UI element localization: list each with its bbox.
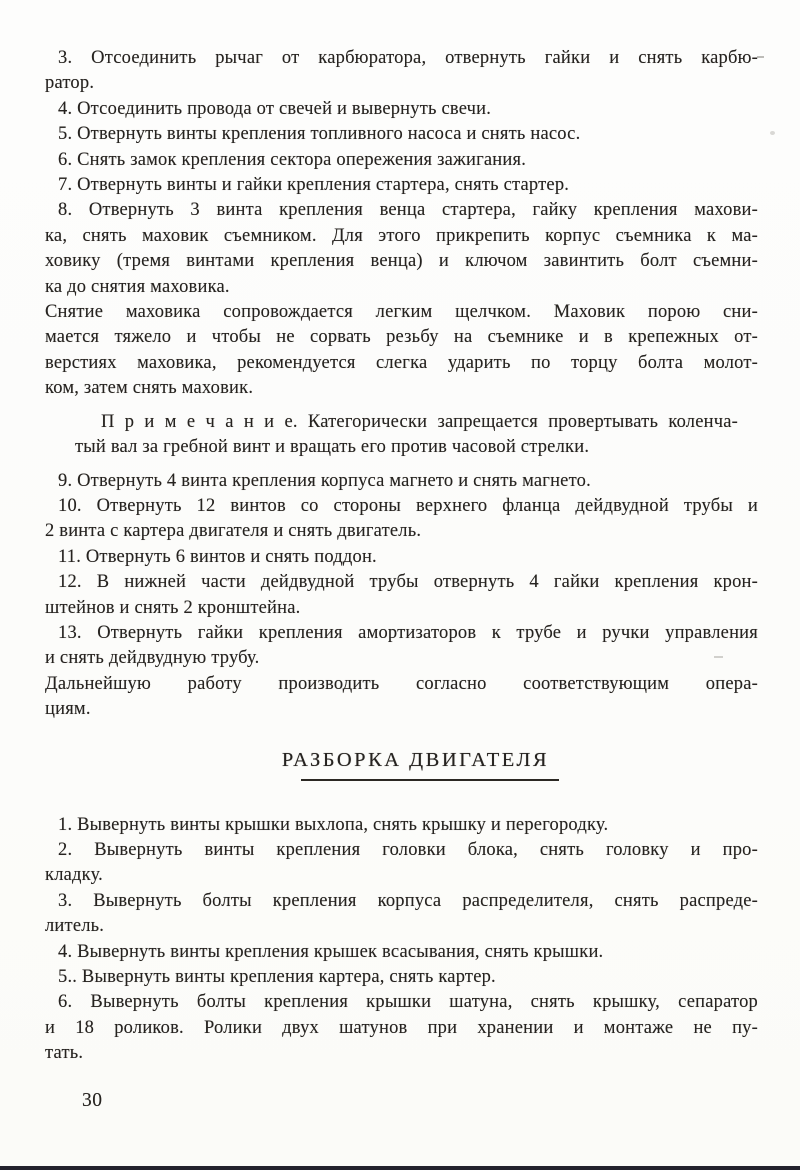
page-number: 30 [82,1090,103,1111]
paragraph-flywheel-removal: Снятие маховика сопровождается легким щелчком. Маховик порою сни- мается тяжело и чтобы не сорвать резьбу на съемнике и в крепежных от- верстиях маховика, рекомендуется слегка ударить по торцу болта молот- ком, затем снять маховик. [45,302,758,399]
engine-step-5-crankcase: 5.. Вывернуть винты крепления картера, снять картер. [58,967,496,987]
scan-speck [770,131,775,135]
engine-step-3-distributor: 3. Вывернуть болты крепления корпуса распределителя, снять распреде- литель. [45,890,758,937]
step-8-flywheel-puller: 8. Отвернуть 3 винта крепления венца стартера, гайку крепления махови- ка, снять маховик съемником. Для этого прикрепить корпус съемника к ма- ховику (тремя винтами крепления венца) и ключом завинтить болт съемни- ка до снятия маховика. [45,200,758,297]
step-9-magneto: 9. Отвернуть 4 винта крепления корпуса магнето и снять магнето. [58,470,591,491]
step-5-fuel-pump: 5. Отвернуть винты крепления топливного насоса и снять насос. [58,124,581,145]
note-block: П р и м е ч а н и е. Категорически запрещается провертывать коленча- тый вал за гребной винт и вращать его против часовой стрелки. [75,411,738,458]
step-6-ignition-sector-lock: 6. Снять замок крепления сектора опережения зажигания. [58,149,527,170]
engine-step-4-intake-covers: 4. Вывернуть винты крепления крышек всасывания, снять крышки. [58,941,604,962]
scan-speck [757,56,764,58]
section-heading-block [45,749,758,781]
engine-step-6-rod-cap-rollers: 6. Вывернуть болты крепления крышки шатуна, снять крышку, сепаратор и 18 роликов. Ролики двух шатунов при хранении и монтаже не пу- тать. [45,992,758,1064]
paragraph-further-work: Дальнейшую работу производить согласно соответствующим опера- циям. [45,673,758,720]
engine-step-2-block-head: 2. Вывернуть винты крепления головки блока, снять головку и про- кладку. [45,839,758,886]
heading-underline [301,779,559,781]
engine-step-1-exhaust-cover: 1. Вывернуть винты крышки выхлопа, снять крышку и перегородку. [58,814,609,835]
step-13-shock-absorbers: 13. Отвернуть гайки крепления амортизаторов к трубе и ручки управления и снять дейдвудную трубу. [45,622,758,669]
scan-bottom-edge [0,1166,800,1170]
step-4-spark-plugs: 4. Отсоединить провода от свечей и вывернуть свечи. [58,98,492,119]
text-column [45,46,758,1067]
step-7-starter: 7. Отвернуть винты и гайки крепления стартера, снять стартер. [58,175,570,196]
step-12-brackets: 12. В нижней части дейдвудной трубы отвернуть 4 гайки крепления крон- штейнов и снять 2 кронштейна. [45,572,758,618]
section-heading-engine-disassembly: РАЗБОРКА ДВИГАТЕЛЯ [281,748,550,771]
step-10-driveshaft-tube: 10. Отвернуть 12 винтов со стороны верхнего фланца дейдвудной трубы и 2 винта с картера двигателя и снять двигатель. [45,495,758,542]
step-11-pan: 11. Отвернуть 6 винтов и снять поддон. [58,546,377,567]
step-3-carburetor: 3. Отсоединить рычаг от карбюратора, отвернуть гайки и снять карбю- ратор. [45,48,758,94]
